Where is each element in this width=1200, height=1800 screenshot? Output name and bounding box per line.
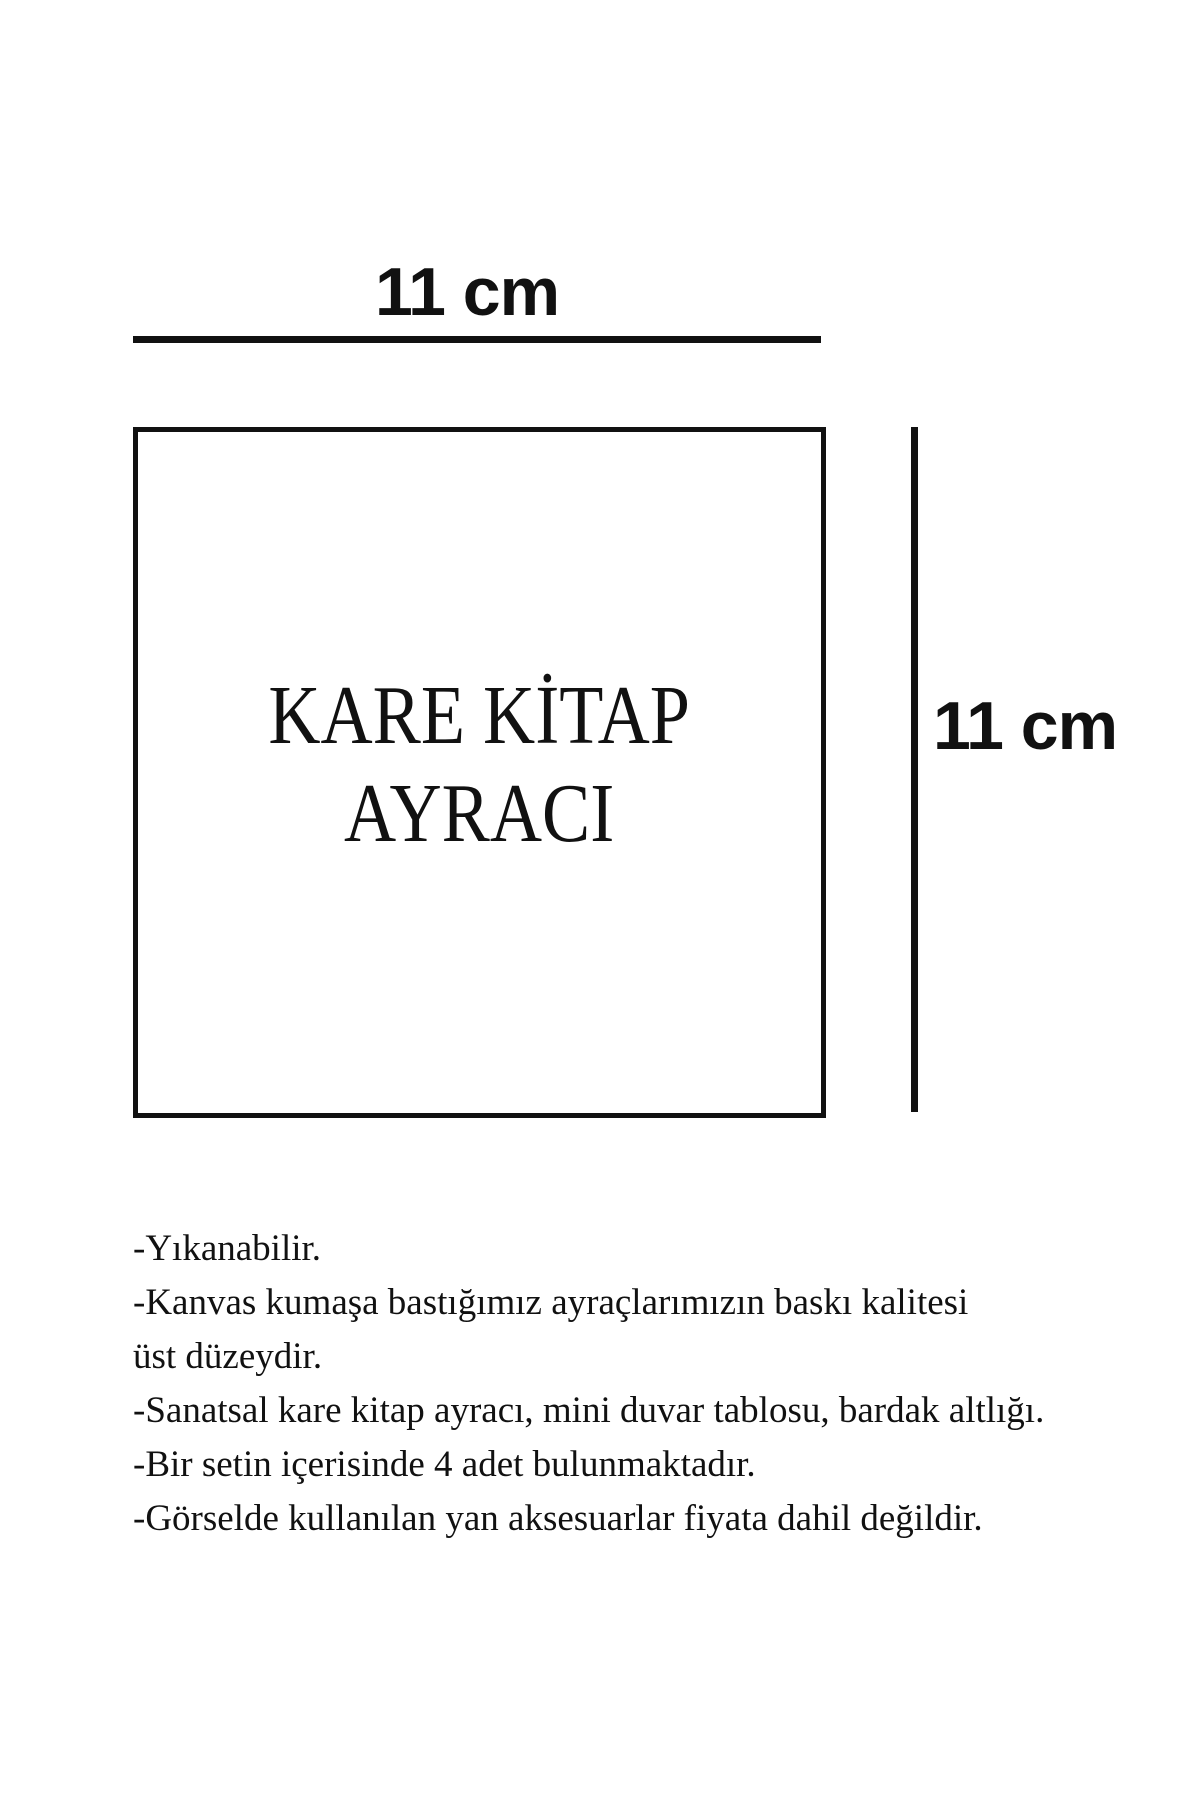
- product-title: [269, 667, 691, 863]
- bookmark-outline: [133, 427, 826, 1118]
- feature-list: [133, 1222, 1113, 1546]
- feature-item: -Sanatsal kare kitap ayracı, mini duvar tablosu, bardak altlığı.: [133, 1390, 1045, 1431]
- width-dimension-line: [133, 336, 821, 343]
- height-dimension-line: [911, 427, 918, 1112]
- product-title-line-1: KARE KİTAP: [268, 669, 691, 762]
- width-dimension-label: 11 cm: [375, 254, 560, 330]
- feature-item: -Yıkanabilir.: [133, 1228, 322, 1269]
- height-dimension-label: 11 cm: [933, 688, 1118, 764]
- feature-item: üst düzeydir.: [133, 1336, 323, 1377]
- feature-item: -Bir setin içerisinde 4 adet bulunmaktadır.: [133, 1444, 756, 1485]
- feature-item: -Görselde kullanılan yan aksesuarlar fiyata dahil değildir.: [133, 1498, 983, 1539]
- feature-item: -Kanvas kumaşa bastığımız ayraçlarımızın baskı kalitesi: [133, 1282, 969, 1323]
- product-title-line-2: AYRACI: [344, 767, 615, 860]
